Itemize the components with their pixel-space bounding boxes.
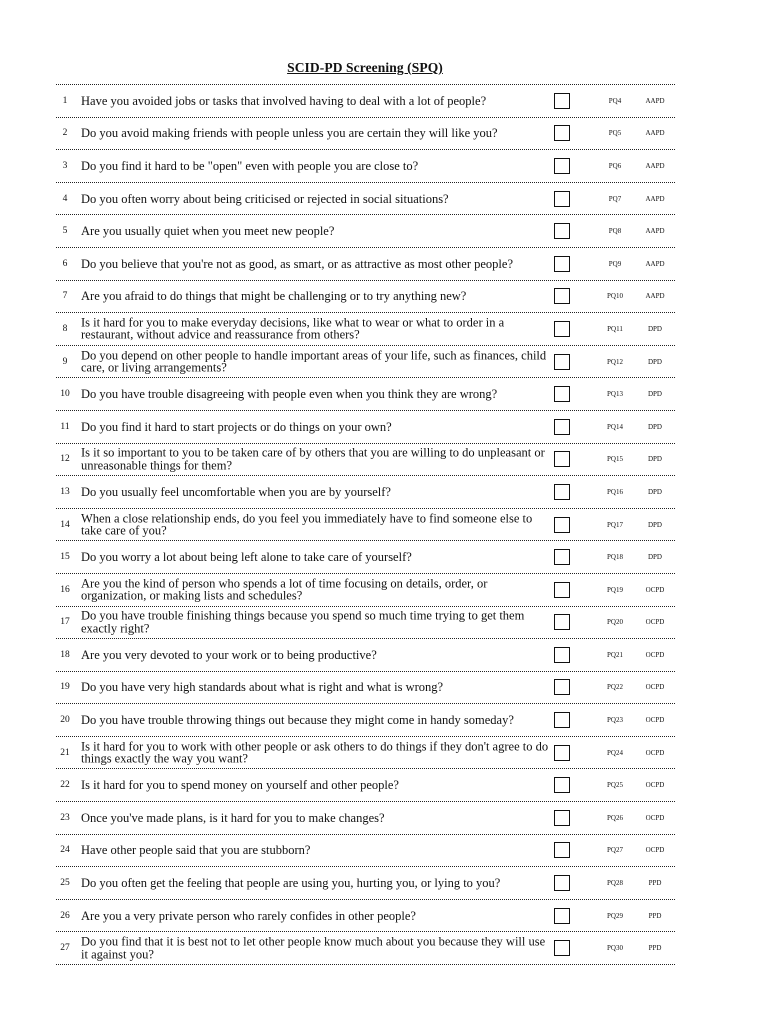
answer-checkbox[interactable] <box>554 745 570 761</box>
disorder-type: DPD <box>647 390 662 399</box>
question-text: Is it so important to you to be taken care of by others that you are willing to do unpleasant or unreasonable things for them? <box>81 445 545 473</box>
question-text: Have you avoided jobs or tasks that involved having to deal with a lot of people? <box>81 93 487 108</box>
answer-checkbox[interactable] <box>554 125 570 141</box>
answer-checkbox[interactable] <box>554 158 570 174</box>
item-code: PQ25 <box>607 781 623 790</box>
question-row <box>56 215 675 248</box>
question-number: 13 <box>60 486 70 497</box>
answer-checkbox[interactable] <box>554 875 570 891</box>
disorder-type: OCPD <box>645 748 665 757</box>
disorder-type: AAPD <box>645 129 665 138</box>
question-number: 8 <box>62 323 68 334</box>
disorder-type: DPD <box>647 455 662 464</box>
question-text: Do you avoid making friends with people unless you are certain they will like you? <box>81 126 498 141</box>
disorder-type: PPD <box>648 911 662 920</box>
answer-checkbox[interactable] <box>554 842 570 858</box>
answer-checkbox[interactable] <box>554 777 570 793</box>
question-row <box>56 378 675 411</box>
item-code: PQ13 <box>607 390 623 399</box>
question-number: 20 <box>60 715 70 726</box>
question-text: Do you often worry about being criticised or rejected in social situations? <box>81 191 449 206</box>
item-code: PQ18 <box>607 553 623 562</box>
disorder-type: DPD <box>647 553 662 562</box>
answer-checkbox[interactable] <box>554 712 570 728</box>
question-text: Do you have very high standards about what is right and what is wrong? <box>81 680 444 695</box>
question-text: Have other people said that you are stubborn? <box>81 843 311 858</box>
item-code: PQ4 <box>608 96 622 105</box>
disorder-type: AAPD <box>645 227 665 236</box>
question-number: 2 <box>62 128 68 139</box>
question-row <box>56 281 675 314</box>
question-number: 11 <box>60 421 70 432</box>
answer-checkbox[interactable] <box>554 679 570 695</box>
item-code: PQ5 <box>608 129 622 138</box>
question-number: 5 <box>62 226 68 237</box>
question-number: 4 <box>62 193 68 204</box>
question-row <box>56 900 675 933</box>
question-text: Are you usually quiet when you meet new people? <box>81 223 335 238</box>
question-number: 17 <box>60 617 70 628</box>
item-code: PQ16 <box>607 487 623 496</box>
question-row <box>56 704 675 737</box>
item-code: PQ9 <box>608 259 622 268</box>
item-code: PQ19 <box>607 585 623 594</box>
question-number: 3 <box>62 160 68 171</box>
answer-checkbox[interactable] <box>554 940 570 956</box>
question-row <box>56 672 675 705</box>
item-code: PQ28 <box>607 879 623 888</box>
question-text: Are you afraid to do things that might be challenging or to try anything new? <box>81 289 467 304</box>
question-number: 1 <box>62 95 68 106</box>
question-row <box>56 509 675 542</box>
disorder-type: OCPD <box>645 716 665 725</box>
question-row <box>56 411 675 444</box>
item-code: PQ30 <box>607 944 623 953</box>
question-text: Are you very devoted to your work or to being productive? <box>81 647 377 662</box>
question-number: 24 <box>60 845 70 856</box>
answer-checkbox[interactable] <box>554 908 570 924</box>
question-text: Are you the kind of person who spends a lot of time focusing on details, order, or organization, or making lists and schedules? <box>81 576 488 603</box>
question-number: 23 <box>60 812 70 823</box>
question-row <box>56 835 675 868</box>
item-code: PQ11 <box>607 324 623 333</box>
answer-checkbox[interactable] <box>554 647 570 663</box>
disorder-type: OCPD <box>645 618 665 627</box>
page-title: SCID-PD Screening (SPQ) <box>287 60 443 75</box>
question-row <box>56 574 675 607</box>
disorder-type: DPD <box>647 357 662 366</box>
answer-checkbox[interactable] <box>554 256 570 272</box>
question-text: Is it hard for you to make everyday decisions, like what to wear or what to order in a restaurant, without advice and reassurance from others? <box>81 315 505 342</box>
question-text: Do you depend on other people to handle important areas of your life, such as finances, child care, or living arrangements? <box>81 348 547 375</box>
item-code: PQ29 <box>607 911 623 920</box>
question-number: 26 <box>60 910 70 921</box>
question-number: 15 <box>60 552 70 563</box>
question-text: Do you find it hard to start projects or do things on your own? <box>81 419 392 434</box>
question-row <box>56 639 675 672</box>
answer-checkbox[interactable] <box>554 354 570 370</box>
disorder-type: OCPD <box>645 846 665 855</box>
answer-checkbox[interactable] <box>554 93 570 109</box>
answer-checkbox[interactable] <box>554 419 570 435</box>
item-code: PQ21 <box>607 650 623 659</box>
questionnaire-table <box>56 84 675 965</box>
question-row <box>56 737 675 770</box>
answer-checkbox[interactable] <box>554 810 570 826</box>
question-number: 22 <box>60 780 70 791</box>
item-code: PQ14 <box>607 422 623 431</box>
question-number: 14 <box>60 519 70 530</box>
question-number: 18 <box>60 649 70 660</box>
question-text: Once you've made plans, is it hard for you to make changes? <box>81 810 385 825</box>
item-code: PQ27 <box>607 846 623 855</box>
question-number: 27 <box>60 943 70 954</box>
question-row <box>56 476 675 509</box>
question-text: Do you find that it is best not to let other people know much about you because they will use it against you? <box>81 934 546 962</box>
disorder-type: AAPD <box>645 194 665 203</box>
answer-checkbox[interactable] <box>554 223 570 239</box>
disorder-type: PPD <box>648 944 662 953</box>
item-code: PQ10 <box>607 292 623 301</box>
answer-checkbox[interactable] <box>554 288 570 304</box>
question-row <box>56 607 675 640</box>
question-text: Do you often get the feeling that people are using you, hurting you, or lying to you? <box>81 875 501 890</box>
disorder-type: OCPD <box>645 585 665 594</box>
question-text: When a close relationship ends, do you feel you immediately have to find someone else to take care of you? <box>81 511 533 538</box>
item-code: PQ8 <box>608 227 622 236</box>
question-text: Are you a very private person who rarely confides in other people? <box>81 908 416 923</box>
question-text: Is it hard for you to work with other people or ask others to do things if they don't agree to do things exactly the way you want? <box>81 739 549 766</box>
item-code: PQ26 <box>607 813 623 822</box>
answer-checkbox[interactable] <box>554 451 570 467</box>
answer-checkbox[interactable] <box>554 191 570 207</box>
question-row <box>56 85 675 118</box>
disorder-type: OCPD <box>645 683 665 692</box>
question-row <box>56 183 675 216</box>
answer-checkbox[interactable] <box>554 386 570 402</box>
question-text: Do you have trouble finishing things because you spend so much time trying to get them exactly right? <box>81 608 525 636</box>
answer-checkbox[interactable] <box>554 549 570 565</box>
disorder-type: AAPD <box>645 96 665 105</box>
question-row <box>56 313 675 346</box>
item-code: PQ23 <box>607 716 623 725</box>
disorder-type: AAPD <box>645 259 665 268</box>
question-row <box>56 444 675 477</box>
question-row <box>56 248 675 281</box>
question-number: 12 <box>60 454 70 465</box>
question-row <box>56 541 675 574</box>
question-row <box>56 769 675 802</box>
disorder-type: AAPD <box>645 292 665 301</box>
question-number: 21 <box>60 747 70 758</box>
item-code: PQ22 <box>607 683 623 692</box>
question-number: 6 <box>62 258 68 269</box>
question-row <box>56 346 675 379</box>
question-text: Do you find it hard to be "open" even with people you are close to? <box>81 158 419 173</box>
question-text: Do you believe that you're not as good, as smart, or as attractive as most other people? <box>81 256 513 271</box>
disorder-type: DPD <box>647 487 662 496</box>
question-number: 16 <box>60 584 70 595</box>
disorder-type: OCPD <box>645 813 665 822</box>
question-number: 9 <box>62 356 68 367</box>
answer-checkbox[interactable] <box>554 517 570 533</box>
question-text: Do you have trouble throwing things out because they might come in handy someday? <box>81 712 514 727</box>
question-text: Do you have trouble disagreeing with people even when you think they are wrong? <box>81 386 498 401</box>
disorder-type: DPD <box>647 520 662 529</box>
item-code: PQ15 <box>607 455 623 464</box>
question-row <box>56 867 675 900</box>
question-number: 10 <box>60 389 70 400</box>
question-text: Do you worry a lot about being left alone to take care of yourself? <box>81 549 412 564</box>
question-row <box>56 802 675 835</box>
question-number: 25 <box>60 878 70 889</box>
item-code: PQ7 <box>608 194 622 203</box>
disorder-type: DPD <box>647 422 662 431</box>
question-text: Do you usually feel uncomfortable when you are by yourself? <box>81 484 391 499</box>
question-row <box>56 118 675 151</box>
answer-checkbox[interactable] <box>554 321 570 337</box>
answer-checkbox[interactable] <box>554 614 570 630</box>
question-row <box>56 932 675 965</box>
disorder-type: DPD <box>647 324 662 333</box>
question-number: 7 <box>62 291 68 302</box>
disorder-type: OCPD <box>645 650 665 659</box>
item-code: PQ24 <box>607 748 623 757</box>
question-row <box>56 150 675 183</box>
question-number: 19 <box>60 682 70 693</box>
item-code: PQ20 <box>607 618 623 627</box>
item-code: PQ17 <box>607 520 623 529</box>
item-code: PQ12 <box>607 357 623 366</box>
answer-checkbox[interactable] <box>554 582 570 598</box>
question-text: Is it hard for you to spend money on yourself and other people? <box>81 778 399 793</box>
answer-checkbox[interactable] <box>554 484 570 500</box>
disorder-type: OCPD <box>645 781 665 790</box>
item-code: PQ6 <box>608 161 622 170</box>
disorder-type: AAPD <box>645 161 665 170</box>
disorder-type: PPD <box>648 879 662 888</box>
